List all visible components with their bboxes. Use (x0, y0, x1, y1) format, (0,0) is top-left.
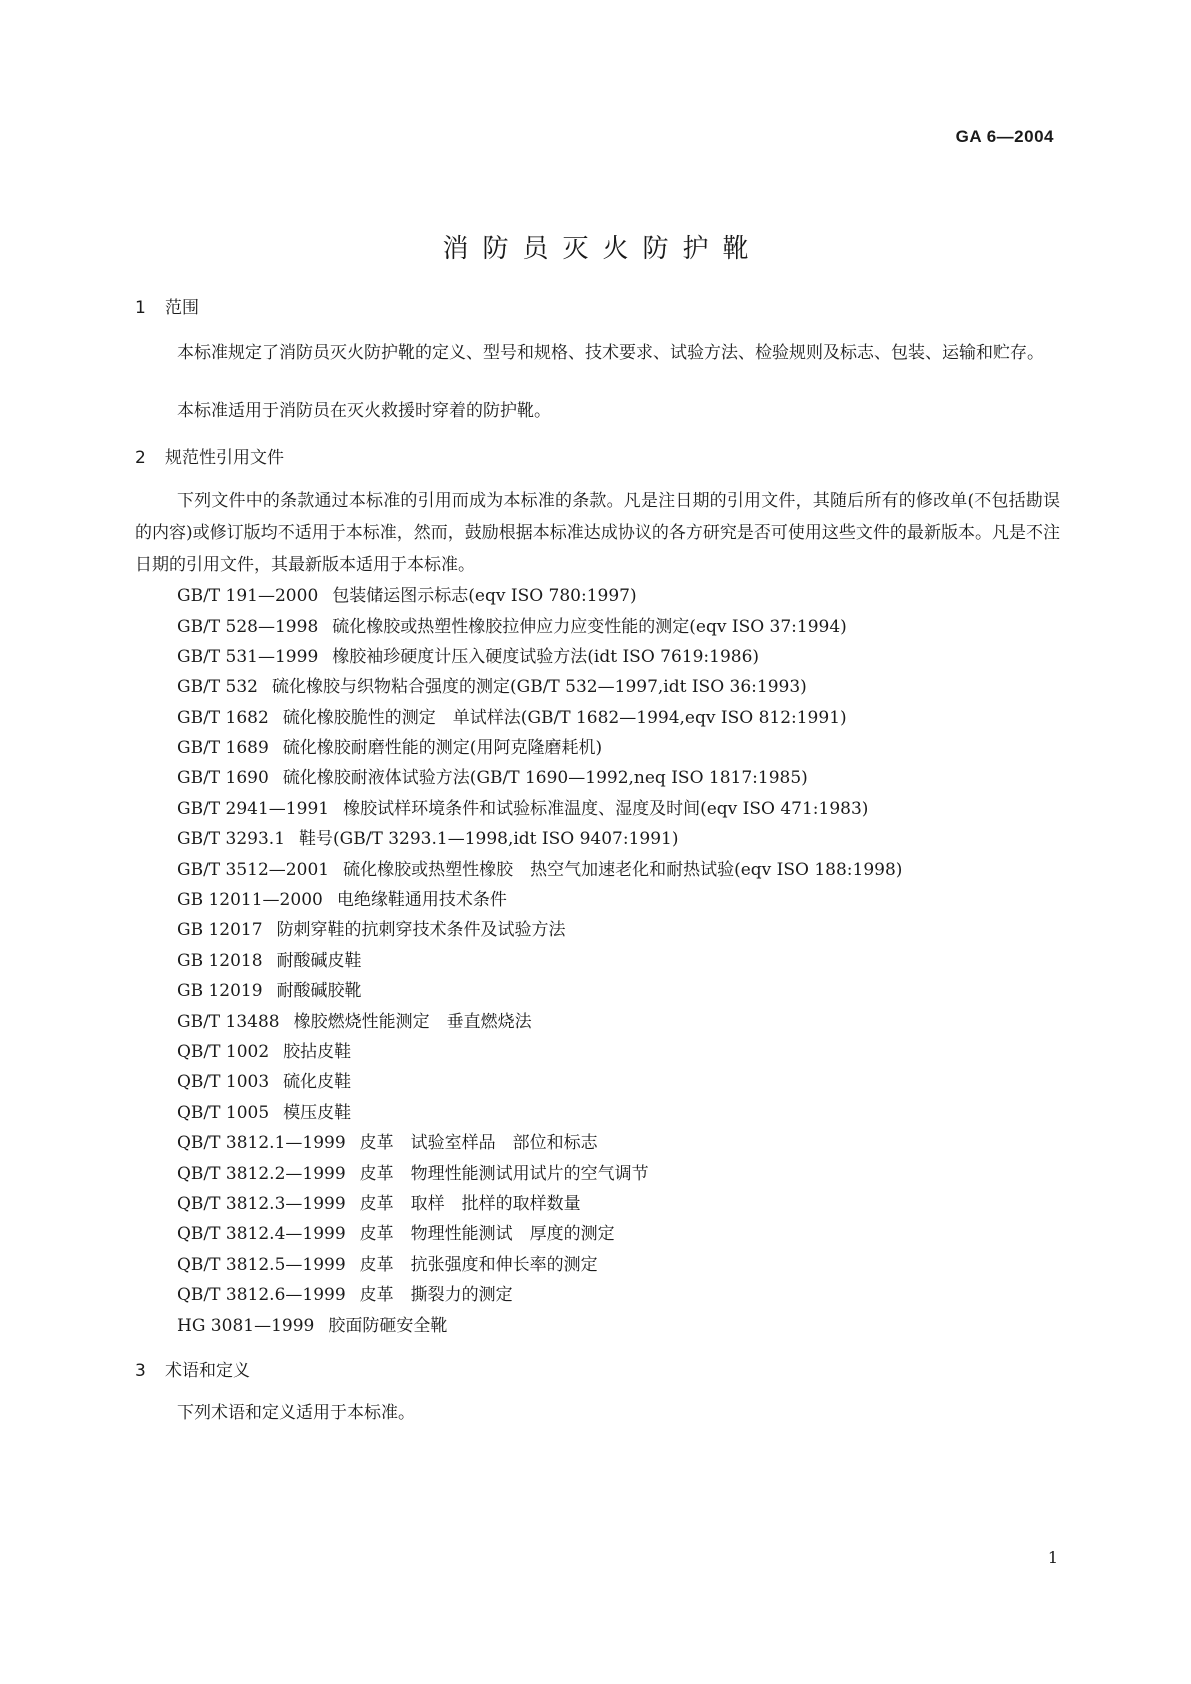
reference-code: QB/T 3812.2—1999 (177, 1164, 346, 1184)
reference-code: QB/T 3812.1—1999 (177, 1133, 346, 1153)
reference-title: 鞋号(GB/T 3293.1—1998,idt ISO 9407:1991) (299, 829, 679, 849)
reference-item (177, 915, 566, 940)
reference-title: 硫化橡胶耐液体试验方法(GB/T 1690—1992,neq ISO 1817:1985) (282, 768, 808, 788)
reference-code: QB/T 1003 (177, 1072, 270, 1092)
section-1-heading (135, 293, 199, 318)
reference-code: QB/T 1005 (177, 1103, 270, 1123)
reference-item (177, 976, 362, 1001)
reference-title: 皮革 撕裂力的测定 (359, 1285, 513, 1305)
reference-title: 橡胶试样环境条件和试验标准温度、湿度及时间(eqv ISO 471:1983) (343, 799, 869, 819)
reference-item (177, 1007, 532, 1032)
reference-item (177, 1128, 598, 1153)
reference-item (177, 1037, 351, 1062)
reference-code: GB/T 532 (177, 677, 258, 697)
reference-item (177, 794, 868, 819)
section-1-paragraph-2: 本标准适用于消防员在灭火救援时穿着的防护靴。 (177, 401, 551, 421)
reference-code: HG 3081—1999 (177, 1316, 315, 1336)
reference-title: 皮革 试验室样品 部位和标志 (359, 1133, 598, 1153)
reference-code: GB/T 191—2000 (177, 586, 319, 606)
reference-title: 硫化橡胶脆性的测定 单试样法(GB/T 1682—1994,eqv ISO 812:1991) (282, 708, 847, 728)
reference-item (177, 672, 807, 697)
reference-title: 皮革 物理性能测试 厚度的测定 (359, 1224, 615, 1244)
reference-code: GB/T 2941—1991 (177, 799, 330, 819)
reference-title: 耐酸碱皮鞋 (276, 951, 362, 971)
reference-code: GB 12017 (177, 920, 263, 940)
section-3-heading (135, 1356, 250, 1381)
reference-title: 耐酸碱胶靴 (276, 981, 362, 1001)
reference-title: 硫化橡胶或热塑性橡胶 热空气加速老化和耐热试验(eqv ISO 188:1998) (343, 860, 903, 880)
section-title: 术语和定义 (165, 1361, 250, 1381)
reference-item (177, 1189, 581, 1214)
section-2-heading (135, 443, 284, 468)
reference-title: 包装储运图示标志(eqv ISO 780:1997) (332, 586, 637, 606)
reference-title: 防刺穿鞋的抗刺穿技术条件及试验方法 (276, 920, 566, 940)
section-2-intro: 下列文件中的条款通过本标准的引用而成为本标准的条款。凡是注日期的引用文件，其随后所有的修改单(不包括勘误的内容)或修订版均不适用于本标准，然而，鼓励根据本标准达成协议的各方研究是否可使用这些文件的最新版本。凡是不注日期的引用文件，其最新版本适用于本标准。 (135, 491, 1060, 575)
reference-title: 模压皮鞋 (283, 1103, 352, 1123)
reference-title: 橡胶燃烧性能测定 垂直燃烧法 (293, 1012, 532, 1032)
document-title: 消防员灭火防护靴 (442, 234, 763, 264)
reference-item (177, 1280, 513, 1305)
reference-code: GB/T 3512—2001 (177, 860, 330, 880)
section-number: 3 (135, 1361, 146, 1381)
reference-title: 硫化橡胶耐磨性能的测定(用阿克隆磨耗机) (282, 738, 603, 758)
reference-title: 硫化皮鞋 (283, 1072, 352, 1092)
reference-code: QB/T 3812.5—1999 (177, 1255, 346, 1275)
reference-item (177, 855, 902, 880)
reference-title: 皮革 抗张强度和伸长率的测定 (359, 1255, 598, 1275)
reference-item (177, 885, 507, 910)
section-title: 范围 (165, 298, 199, 318)
reference-title: 硫化橡胶与织物粘合强度的测定(GB/T 532—1997,idt ISO 36:1993) (272, 677, 807, 697)
section-number: 1 (135, 298, 146, 318)
reference-item (177, 1250, 598, 1275)
reference-code: QB/T 3812.4—1999 (177, 1224, 346, 1244)
reference-code: GB/T 13488 (177, 1012, 280, 1032)
reference-item (177, 1311, 447, 1336)
reference-code: GB/T 1682 (177, 708, 269, 728)
reference-code: QB/T 1002 (177, 1042, 270, 1062)
section-number: 2 (135, 448, 146, 468)
reference-code: GB 12019 (177, 981, 263, 1001)
reference-code: GB/T 1689 (177, 738, 269, 758)
section-3-paragraph: 下列术语和定义适用于本标准。 (177, 1403, 415, 1423)
reference-item (177, 1219, 615, 1244)
reference-code: GB/T 531—1999 (177, 647, 319, 667)
reference-title: 电绝缘鞋通用技术条件 (336, 890, 507, 910)
reference-code: GB/T 3293.1 (177, 829, 286, 849)
reference-item (177, 824, 679, 849)
reference-code: GB 12018 (177, 951, 263, 971)
reference-item (177, 612, 847, 637)
page-number: 1 (1047, 1548, 1058, 1567)
standard-code: GA 6—2004 (955, 127, 1054, 146)
section-title: 规范性引用文件 (165, 448, 284, 468)
reference-item (177, 733, 602, 758)
reference-code: GB/T 1690 (177, 768, 269, 788)
reference-code: QB/T 3812.3—1999 (177, 1194, 346, 1214)
reference-item (177, 581, 637, 606)
reference-title: 胶面防砸安全靴 (328, 1316, 448, 1336)
reference-item (177, 763, 808, 788)
reference-item (177, 946, 362, 971)
reference-code: GB/T 528—1998 (177, 617, 319, 637)
reference-code: QB/T 3812.6—1999 (177, 1285, 346, 1305)
reference-item (177, 642, 759, 667)
reference-item (177, 703, 847, 728)
reference-item (177, 1159, 649, 1184)
reference-title: 橡胶袖珍硬度计压入硬度试验方法(idt ISO 7619:1986) (332, 647, 760, 667)
reference-code: GB 12011—2000 (177, 890, 323, 910)
section-1-paragraph-1: 本标准规定了消防员灭火防护靴的定义、型号和规格、技术要求、试验方法、检验规则及标志、包装、运输和贮存。 (177, 343, 1044, 363)
reference-title: 硫化橡胶或热塑性橡胶拉伸应力应变性能的测定(eqv ISO 37:1994) (332, 617, 847, 637)
reference-item (177, 1067, 351, 1092)
reference-title: 皮革 物理性能测试用试片的空气调节 (359, 1164, 649, 1184)
reference-title: 皮革 取样 批样的取样数量 (359, 1194, 581, 1214)
reference-item (177, 1098, 351, 1123)
reference-title: 胶拈皮鞋 (283, 1042, 352, 1062)
